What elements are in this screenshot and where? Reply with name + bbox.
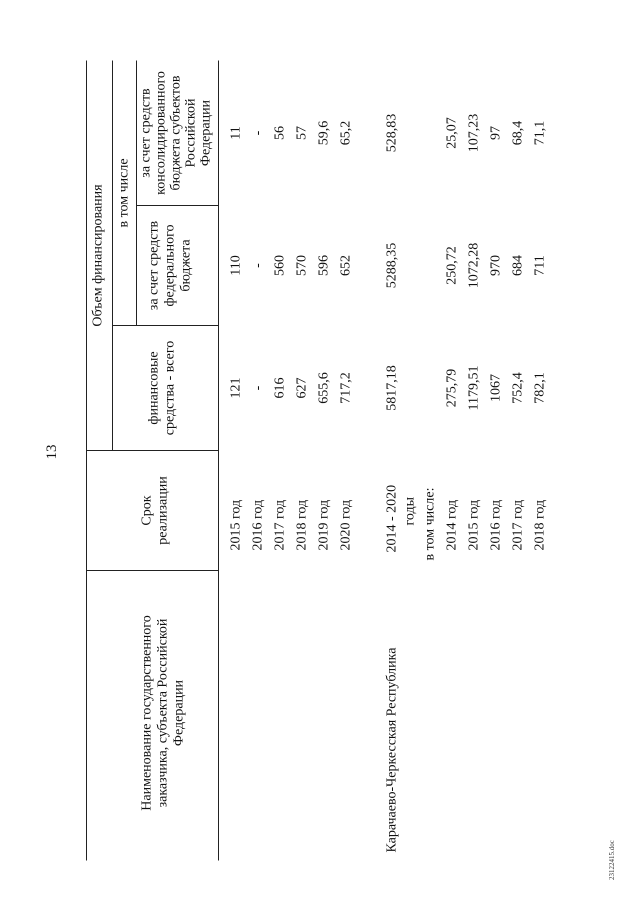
period-line2: годы: [402, 496, 418, 525]
term-cell: 2014 год: [444, 499, 460, 550]
term-cell: 2016 год: [488, 499, 504, 550]
total-cell: -: [250, 385, 266, 390]
federal-cell: 970: [488, 254, 504, 276]
header-federal: за счет средств федерального бюджета: [146, 220, 194, 310]
regional-cell: 528,83: [384, 113, 400, 152]
regional-cell: 57: [294, 125, 310, 140]
term-cell: 2016 год: [250, 499, 266, 550]
regional-cell: 59,6: [316, 120, 332, 145]
federal-cell: 1072,28: [466, 242, 482, 288]
region-name: Карачаево-Черкесская Республика: [384, 647, 400, 852]
federal-cell: 560: [272, 254, 288, 276]
term-cell: 2015 год: [228, 499, 244, 550]
total-cell: 1067: [488, 373, 504, 402]
header-term: Срок реализации: [139, 475, 171, 545]
regional-cell: 25,07: [444, 116, 460, 149]
header-regional: за счет средств консолидированного бюджета субъектов Российской Федерации: [138, 70, 214, 195]
regional-cell: 11: [228, 125, 244, 140]
term-cell: 2017 год: [272, 499, 288, 550]
total-cell: 121: [228, 377, 244, 398]
term-cell: 2017 год: [510, 499, 526, 550]
total-cell: 275,79: [444, 368, 460, 407]
regional-cell: 68,4: [510, 120, 526, 145]
period-line1: 2014 - 2020: [384, 484, 400, 552]
page-number: 13: [44, 444, 60, 460]
federal-cell: 110: [228, 254, 244, 276]
term-cell: 2015 год: [466, 499, 482, 550]
total-cell: 627: [294, 377, 310, 398]
federal-cell: 652: [338, 254, 354, 276]
regional-cell: 97: [488, 125, 504, 140]
federal-cell: 596: [316, 254, 332, 276]
rotated-table: [85, 60, 620, 860]
total-cell: 616: [272, 377, 288, 398]
term-cell: 2018 год: [294, 499, 310, 550]
federal-cell: 684: [510, 254, 526, 276]
header-funding-volume: Объем финансирования: [90, 183, 106, 327]
file-id: 23122415.doc: [608, 840, 616, 880]
federal-cell: 250,72: [444, 245, 460, 285]
federal-cell: 711: [532, 254, 548, 276]
header-total: финансовые средства - всего: [146, 340, 178, 435]
term-cell: 2020 год: [338, 499, 354, 550]
total-cell: 655,6: [316, 371, 332, 404]
total-cell: 752,4: [510, 371, 526, 404]
including-label: в том числе:: [422, 487, 438, 560]
header-customer: Наименование государственного заказчика, субъекта Российской Федерации: [139, 614, 187, 811]
regional-cell: -: [250, 130, 266, 135]
regional-cell: 71,1: [532, 120, 548, 145]
total-cell: 782,1: [532, 371, 548, 404]
term-cell: 2019 год: [316, 499, 332, 550]
header-including: в том числе: [116, 157, 132, 228]
total-cell: 5817,18: [384, 364, 400, 411]
term-cell: 2018 год: [532, 499, 548, 550]
federal-cell: -: [250, 262, 266, 268]
regional-cell: 56: [272, 125, 288, 140]
federal-cell: 570: [294, 254, 310, 276]
total-cell: 1179,51: [466, 365, 482, 410]
total-cell: 717,2: [338, 371, 354, 404]
federal-cell: 5288,35: [384, 242, 400, 288]
regional-cell: 65,2: [338, 120, 354, 145]
regional-cell: 107,23: [466, 113, 482, 152]
